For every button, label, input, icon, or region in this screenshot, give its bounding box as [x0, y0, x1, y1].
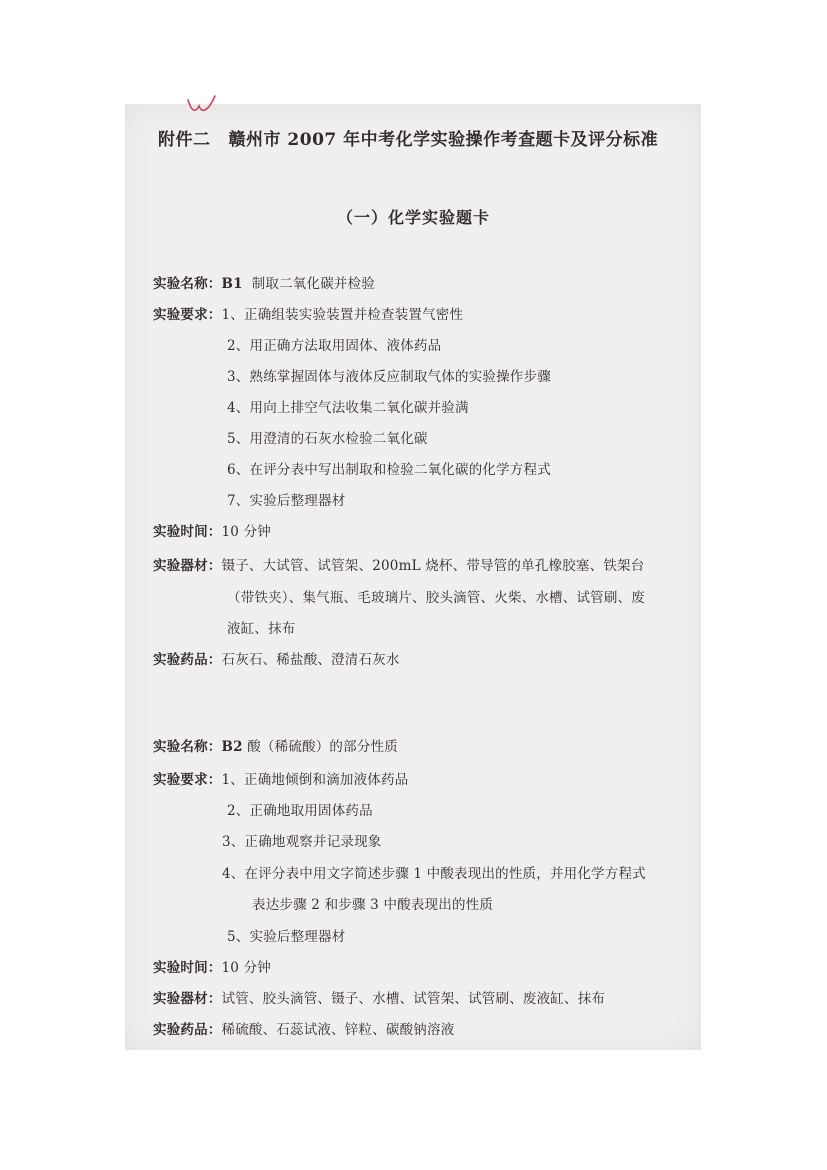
b2-equipment: 试管、胶头滴管、镊子、水槽、试管架、试管刷、废液缸、抹布 [221, 991, 606, 1007]
b1-equip-line-2: （带铁夹）、集气瓶、毛玻璃片、胶头滴管、火柴、水槽、试管刷、废 [227, 590, 645, 606]
b1-chemicals: 石灰石、稀盐酸、澄清石灰水 [221, 652, 400, 668]
b2-equip-row [153, 990, 605, 1008]
b2-chem-label: 实验药品： [153, 1022, 222, 1038]
b2-req-2: 2、正确地取用固体药品 [227, 803, 373, 819]
b2-req-4: 4、在评分表中用文字简述步骤 1 中酸表现出的性质，并用化学方程式 [222, 866, 646, 882]
b1-name: 制取二氧化碳并检验 [251, 276, 376, 292]
b2-time-row [153, 959, 271, 977]
b1-equip-line-3: 液缸、抹布 [227, 621, 296, 637]
card-title: （一）化学实验题卡 [336, 208, 490, 227]
b2-req-3: 3、正确地观察并记录现象 [222, 834, 382, 850]
b2-req-4-cont: 表达步骤 2 和步骤 3 中酸表现出的性质 [252, 897, 494, 913]
b2-name-label: 实验名称： [153, 739, 222, 755]
handwritten-mark [185, 94, 219, 118]
b2-equip-label: 实验器材： [153, 991, 222, 1007]
b1-name-label: 实验名称： [153, 276, 222, 292]
b1-equip-row [153, 557, 644, 575]
b1-req-6: 6、在评分表中写出制取和检验二氧化碳的化学方程式 [227, 462, 551, 478]
attachment-label: 附件二 [158, 130, 211, 150]
b2-req-1: 1、正确地倾倒和滴加液体药品 [221, 772, 409, 788]
b1-req-row [153, 306, 463, 324]
b1-req-7: 7、实验后整理器材 [227, 493, 346, 509]
b1-time-row [153, 523, 271, 541]
b2-name: 酸（稀硫酸）的部分性质 [247, 739, 398, 755]
b1-time-label: 实验时间： [153, 524, 222, 540]
b2-req-label: 实验要求： [153, 772, 222, 788]
document-title: 赣州市 2007 年中考化学实验操作考查题卡及评分标准 [228, 130, 659, 150]
b2-req-5: 5、实验后整理器材 [227, 929, 346, 945]
b1-name-row [153, 275, 375, 293]
b1-req-2: 2、用正确方法取用固体、液体药品 [227, 338, 442, 354]
b1-req-label: 实验要求： [153, 307, 222, 323]
b2-name-row [153, 738, 398, 756]
document-heading [158, 125, 658, 150]
b2-time-label: 实验时间： [153, 960, 222, 976]
b2-req-row [153, 771, 408, 789]
b1-time: 10 分钟 [221, 524, 271, 540]
b1-equip-line-1: 镊子、大试管、试管架、200mL 烧杯、带导管的单孔橡胶塞、铁架台 [221, 558, 645, 574]
b1-req-5: 5、用澄清的石灰水检验二氧化碳 [227, 431, 428, 447]
b1-req-3: 3、熟练掌握固体与液体反应制取气体的实验操作步骤 [227, 369, 551, 385]
b2-code: B2 [221, 739, 243, 755]
b2-time: 10 分钟 [221, 960, 271, 976]
b1-code: B1 [221, 276, 243, 292]
b1-equip-label: 实验器材： [153, 558, 222, 574]
b1-chem-label: 实验药品： [153, 652, 222, 668]
b1-chem-row [153, 651, 400, 669]
b1-req-1: 1、正确组装实验装置并检查装置气密性 [221, 307, 464, 323]
b2-chemicals: 稀硫酸、石蕊试液、锌粒、碳酸钠溶液 [221, 1022, 455, 1038]
b1-req-4: 4、用向上排空气法收集二氧化碳并验满 [227, 400, 469, 416]
b2-chem-row [153, 1021, 454, 1039]
